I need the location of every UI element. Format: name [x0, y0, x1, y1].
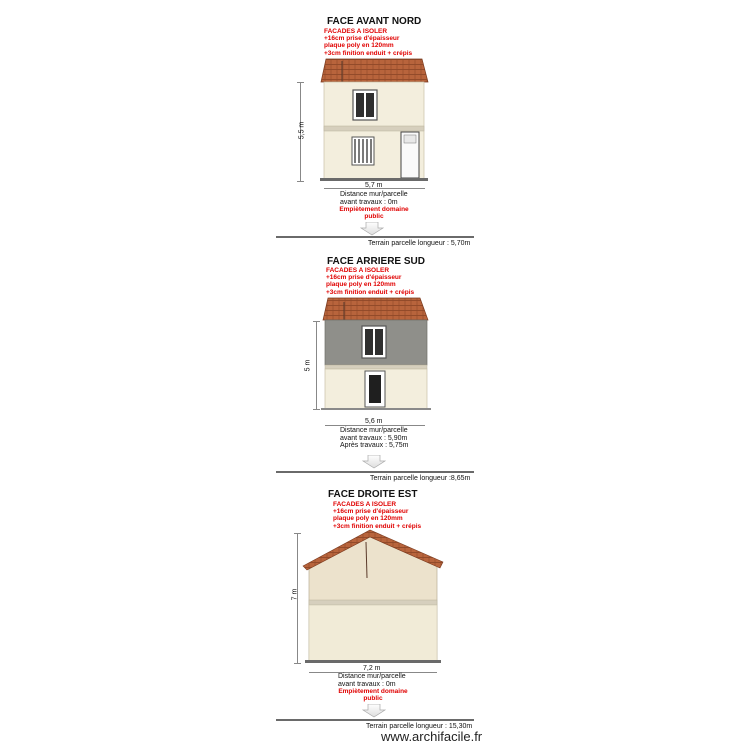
ground-line-east: [276, 719, 474, 721]
watermark: www.archifacile.fr: [381, 729, 483, 744]
note-line: FACADES A ISOLER: [326, 267, 390, 274]
distance-line: avant travaux : 0m: [338, 680, 396, 688]
elevation-drawing-east: [300, 528, 446, 668]
distance-note-north: [340, 191, 408, 206]
warning-line: Empiètement domaine: [339, 206, 409, 213]
warning-line: Empiètement domaine: [338, 688, 408, 695]
note-line: plaque poly en 120mm: [333, 515, 403, 523]
dimension-tick: [297, 82, 304, 83]
dimension-tick: [294, 533, 301, 534]
elevation-drawing-north: [316, 55, 436, 185]
facade-notes-north: [324, 28, 412, 57]
note-line: plaque poly en 120mm: [326, 281, 396, 289]
height-label-east: 7 m: [291, 588, 299, 601]
terrain-label-south: Terrain parcelle longueur :8,65m: [370, 475, 471, 482]
width-dimension-line: [325, 425, 425, 426]
ground-line-north: [276, 236, 474, 238]
distance-line: Après travaux : 5,75m: [340, 442, 409, 449]
warning-note-east: [333, 688, 413, 702]
distance-note-east: [338, 673, 406, 688]
height-dimension-line: [316, 321, 317, 409]
view-title-south: FACE ARRIERE SUD: [327, 256, 425, 267]
note-line: +16cm prise d'épaisseur: [333, 508, 409, 516]
elevation-drawing-south: [318, 296, 434, 414]
distance-line: avant travaux : 0m: [340, 198, 398, 206]
down-arrow-icon: [360, 222, 384, 236]
note-line: +3cm finition enduit + crépis: [324, 49, 413, 57]
distance-line: Distance mur/parcelle: [338, 673, 406, 680]
facade-notes-east: [333, 501, 421, 530]
warning-line: public: [364, 213, 384, 221]
note-line: +16cm prise d'épaisseur: [324, 35, 400, 43]
terrain-label-east: Terrain parcelle longueur : 15,30m: [366, 723, 473, 730]
note-line: FACADES A ISOLER: [324, 28, 388, 35]
down-arrow-icon: [362, 455, 386, 469]
note-line: +16cm prise d'épaisseur: [326, 274, 402, 282]
note-line: plaque poly en 120mm: [324, 42, 394, 50]
view-title-east: FACE DROITE EST: [328, 489, 418, 500]
note-line: +3cm finition enduit + crépis: [333, 522, 422, 530]
height-label-south: 5 m: [304, 359, 312, 372]
distance-line: Distance mur/parcelle: [340, 191, 408, 198]
warning-line: public: [363, 695, 383, 703]
note-line: FACADES A ISOLER: [333, 501, 397, 508]
height-label-north: 5,5 m: [298, 121, 306, 140]
dimension-tick: [294, 663, 301, 664]
width-label-east: 7,2 m: [363, 665, 381, 672]
distance-line: avant travaux : 5,90m: [340, 434, 408, 442]
width-label-north: 5,7 m: [365, 182, 383, 189]
down-arrow-icon: [362, 704, 386, 718]
note-line: +3cm finition enduit + crépis: [326, 288, 415, 296]
distance-line: Distance mur/parcelle: [340, 427, 408, 434]
distance-note-south: [340, 427, 408, 450]
warning-note-north: [336, 206, 412, 220]
terrain-label-north: Terrain parcelle longueur : 5,70m: [368, 240, 471, 247]
dimension-tick: [313, 409, 320, 410]
facade-notes-south: [326, 267, 414, 296]
view-title-north: FACE AVANT NORD: [327, 16, 422, 27]
width-label-south: 5,6 m: [365, 418, 383, 425]
ground-line-south: [276, 471, 474, 473]
dimension-tick: [297, 181, 304, 182]
dimension-tick: [313, 321, 320, 322]
